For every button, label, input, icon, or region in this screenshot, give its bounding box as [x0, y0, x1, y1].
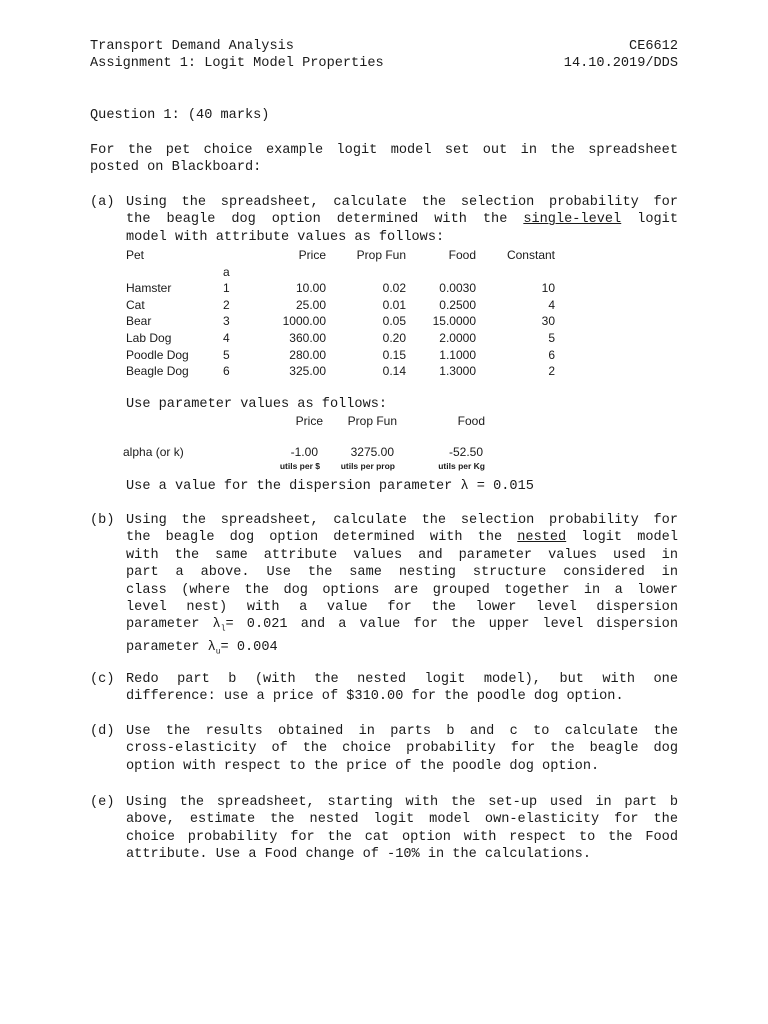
part-b-line-1: Using the spreadsheet, calculate the selection probability for: [126, 513, 678, 528]
part-e-line-2: above, estimate the nested logit model own-elasticity for the: [126, 812, 678, 828]
part-b-line-5: class (where the dog options are grouped together in a lower: [126, 582, 678, 598]
part-b-line-7: [126, 616, 678, 638]
cell-a: 2: [223, 297, 230, 312]
part-a-line-2: [126, 211, 678, 228]
cell-price: 360.00: [289, 330, 326, 345]
cell-price: 280.00: [289, 347, 326, 362]
cell-constant: 5: [548, 330, 555, 345]
param-unit-food: utils per Kg: [438, 461, 485, 472]
part-b-line-2-post: logit model: [566, 530, 678, 546]
cell-food: 0.2500: [439, 297, 476, 312]
assignment-title: Assignment 1: Logit Model Properties: [90, 56, 384, 72]
col-header-constant: Constant: [506, 248, 555, 262]
part-d-text: [126, 723, 678, 775]
cell-prop-fun: 0.20: [382, 330, 406, 345]
cell-a: 6: [223, 364, 230, 379]
part-d-line-3: option with respect to the price of the poodle dog option.: [126, 758, 600, 774]
cell-pet: Lab Dog: [126, 330, 172, 345]
part-c-text: [126, 671, 678, 706]
cell-pet: Beagle Dog: [126, 364, 189, 379]
cell-a: 5: [223, 347, 230, 362]
cell-food: 1.3000: [439, 364, 476, 379]
cell-price: 1000.00: [282, 314, 326, 329]
col-header-a: a: [223, 264, 230, 279]
param-unit-prop-fun: utils per prop: [340, 461, 395, 472]
cell-constant: 4: [548, 297, 555, 312]
attribute-table-header: [126, 248, 586, 265]
part-d-line-1: Use the results obtained in parts b and c to calculate the: [126, 724, 678, 739]
part-a-line-3: model with attribute values as follows:: [126, 229, 445, 245]
cell-price: 25.00: [295, 297, 326, 312]
header-row-1: [90, 38, 678, 55]
cell-pet: Cat: [126, 297, 145, 312]
lambda-lower-symbol: parameter λ: [126, 617, 221, 633]
param-header-prop-fun: Prop Fun: [347, 414, 397, 428]
cell-food: 2.0000: [439, 330, 476, 345]
part-c-line-1: Redo part b (with the nested logit model), but with one: [126, 672, 678, 687]
lambda-upper-symbol: parameter λ: [126, 639, 216, 655]
cell-a: 3: [223, 314, 230, 329]
parameter-row: [120, 445, 500, 462]
part-a-text: [126, 194, 678, 246]
part-d-line-2: cross-elasticity of the choice probability for the beagle dog: [126, 741, 678, 757]
lambda-lower-subscript: l: [220, 625, 226, 635]
table-row: [126, 298, 586, 315]
cell-pet: Poodle Dog: [126, 347, 189, 362]
cell-food: 0.0030: [439, 281, 476, 296]
param-intro: Use parameter values as follows:: [126, 397, 388, 412]
param-value-prop-fun: 3275.00: [350, 444, 394, 459]
part-b-line-7-post: = 0.021 and a value for the upper level dispersion: [225, 617, 679, 633]
col-header-price: Price: [298, 248, 326, 262]
cell-constant: 2: [548, 364, 555, 379]
part-c-line-2: difference: use a price of $310.00 for the poodle dog option.: [126, 689, 624, 705]
param-header-price: Price: [295, 414, 323, 428]
part-b-line-2: [126, 529, 678, 546]
param-header-food: Food: [457, 414, 485, 428]
cell-prop-fun: 0.05: [382, 314, 406, 329]
parameter-table-header: [120, 414, 500, 431]
question-intro: [90, 142, 678, 177]
cell-a: 4: [223, 330, 230, 345]
part-b-line-8-post: = 0.004: [220, 639, 278, 655]
parameter-units-row: [120, 461, 500, 473]
attribute-table-subheader: [126, 265, 586, 282]
part-c-label: (c): [90, 672, 115, 687]
lambda-upper-subscript: u: [215, 647, 221, 657]
part-a-line-2-post: logit: [621, 212, 678, 228]
param-row-label: alpha (or k): [123, 444, 184, 459]
parameter-table: [120, 414, 500, 473]
cell-pet: Bear: [126, 314, 152, 329]
part-e-line-1: Using the spreadsheet, starting with the set-up used in part b: [126, 795, 678, 810]
dispersion-parameter-text: Use a value for the dispersion parameter λ = 0.015: [126, 479, 534, 494]
cell-pet: Hamster: [126, 281, 172, 296]
param-unit-price: utils per $: [279, 461, 320, 472]
col-header-food: Food: [448, 248, 476, 262]
part-b-line-2-pre: the beagle dog option determined with the: [126, 530, 518, 546]
param-value-food: -52.50: [448, 444, 483, 459]
col-header-prop-fun: Prop Fun: [356, 248, 406, 262]
single-level-term: single-level: [523, 212, 622, 228]
document-header: [90, 38, 678, 73]
attribute-table: [126, 248, 586, 381]
part-b-line-4: part a above. Use the same nesting structure considered in: [126, 565, 678, 581]
cell-prop-fun: 0.15: [382, 347, 406, 362]
part-b-text: [126, 512, 678, 661]
table-row: [126, 348, 586, 365]
cell-constant: 30: [541, 314, 555, 329]
cell-prop-fun: 0.14: [382, 364, 406, 379]
cell-price: 325.00: [289, 364, 326, 379]
table-row: [126, 314, 586, 331]
part-b-label: (b): [90, 513, 115, 528]
part-b-line-6: level nest) with a value for the lower level dispersion: [126, 600, 678, 616]
cell-price: 10.00: [295, 281, 326, 296]
course-code: CE6612: [629, 39, 678, 54]
table-row: [126, 331, 586, 348]
nested-term: nested: [517, 530, 567, 546]
cell-prop-fun: 0.02: [382, 281, 406, 296]
part-b-line-8: [126, 639, 678, 661]
cell-food: 1.1000: [439, 347, 476, 362]
part-b-line-3: with the same attribute values and parameter values used in: [126, 547, 678, 563]
intro-line-1: For the pet choice example logit model set out in the spreadsheet: [90, 143, 678, 158]
question-heading: Question 1: (40 marks): [90, 108, 270, 123]
part-e-line-3: choice probability for the cat option with respect to the Food: [126, 829, 678, 845]
course-title: Transport Demand Analysis: [90, 39, 294, 54]
table-row: [126, 364, 586, 381]
part-a-line-1: Using the spreadsheet, calculate the selection probability for: [126, 195, 678, 210]
part-a-label: (a): [90, 195, 115, 210]
date-author: 14.10.2019/DDS: [563, 56, 678, 72]
table-row: [126, 281, 586, 298]
part-e-label: (e): [90, 795, 115, 810]
cell-food: 15.0000: [432, 314, 476, 329]
cell-constant: 6: [548, 347, 555, 362]
part-e-line-4: attribute. Use a Food change of -10% in the calculations.: [126, 847, 591, 863]
col-header-pet: Pet: [126, 248, 145, 262]
header-row-2: [90, 55, 678, 72]
part-e-text: [126, 794, 678, 864]
intro-line-2: posted on Blackboard:: [90, 160, 262, 176]
cell-a: 1: [223, 281, 230, 296]
cell-prop-fun: 0.01: [382, 297, 406, 312]
part-d-label: (d): [90, 724, 115, 739]
param-value-price: -1.00: [290, 444, 318, 459]
cell-constant: 10: [541, 281, 555, 296]
part-a-line-2-pre: the beagle dog option determined with the: [126, 212, 524, 228]
